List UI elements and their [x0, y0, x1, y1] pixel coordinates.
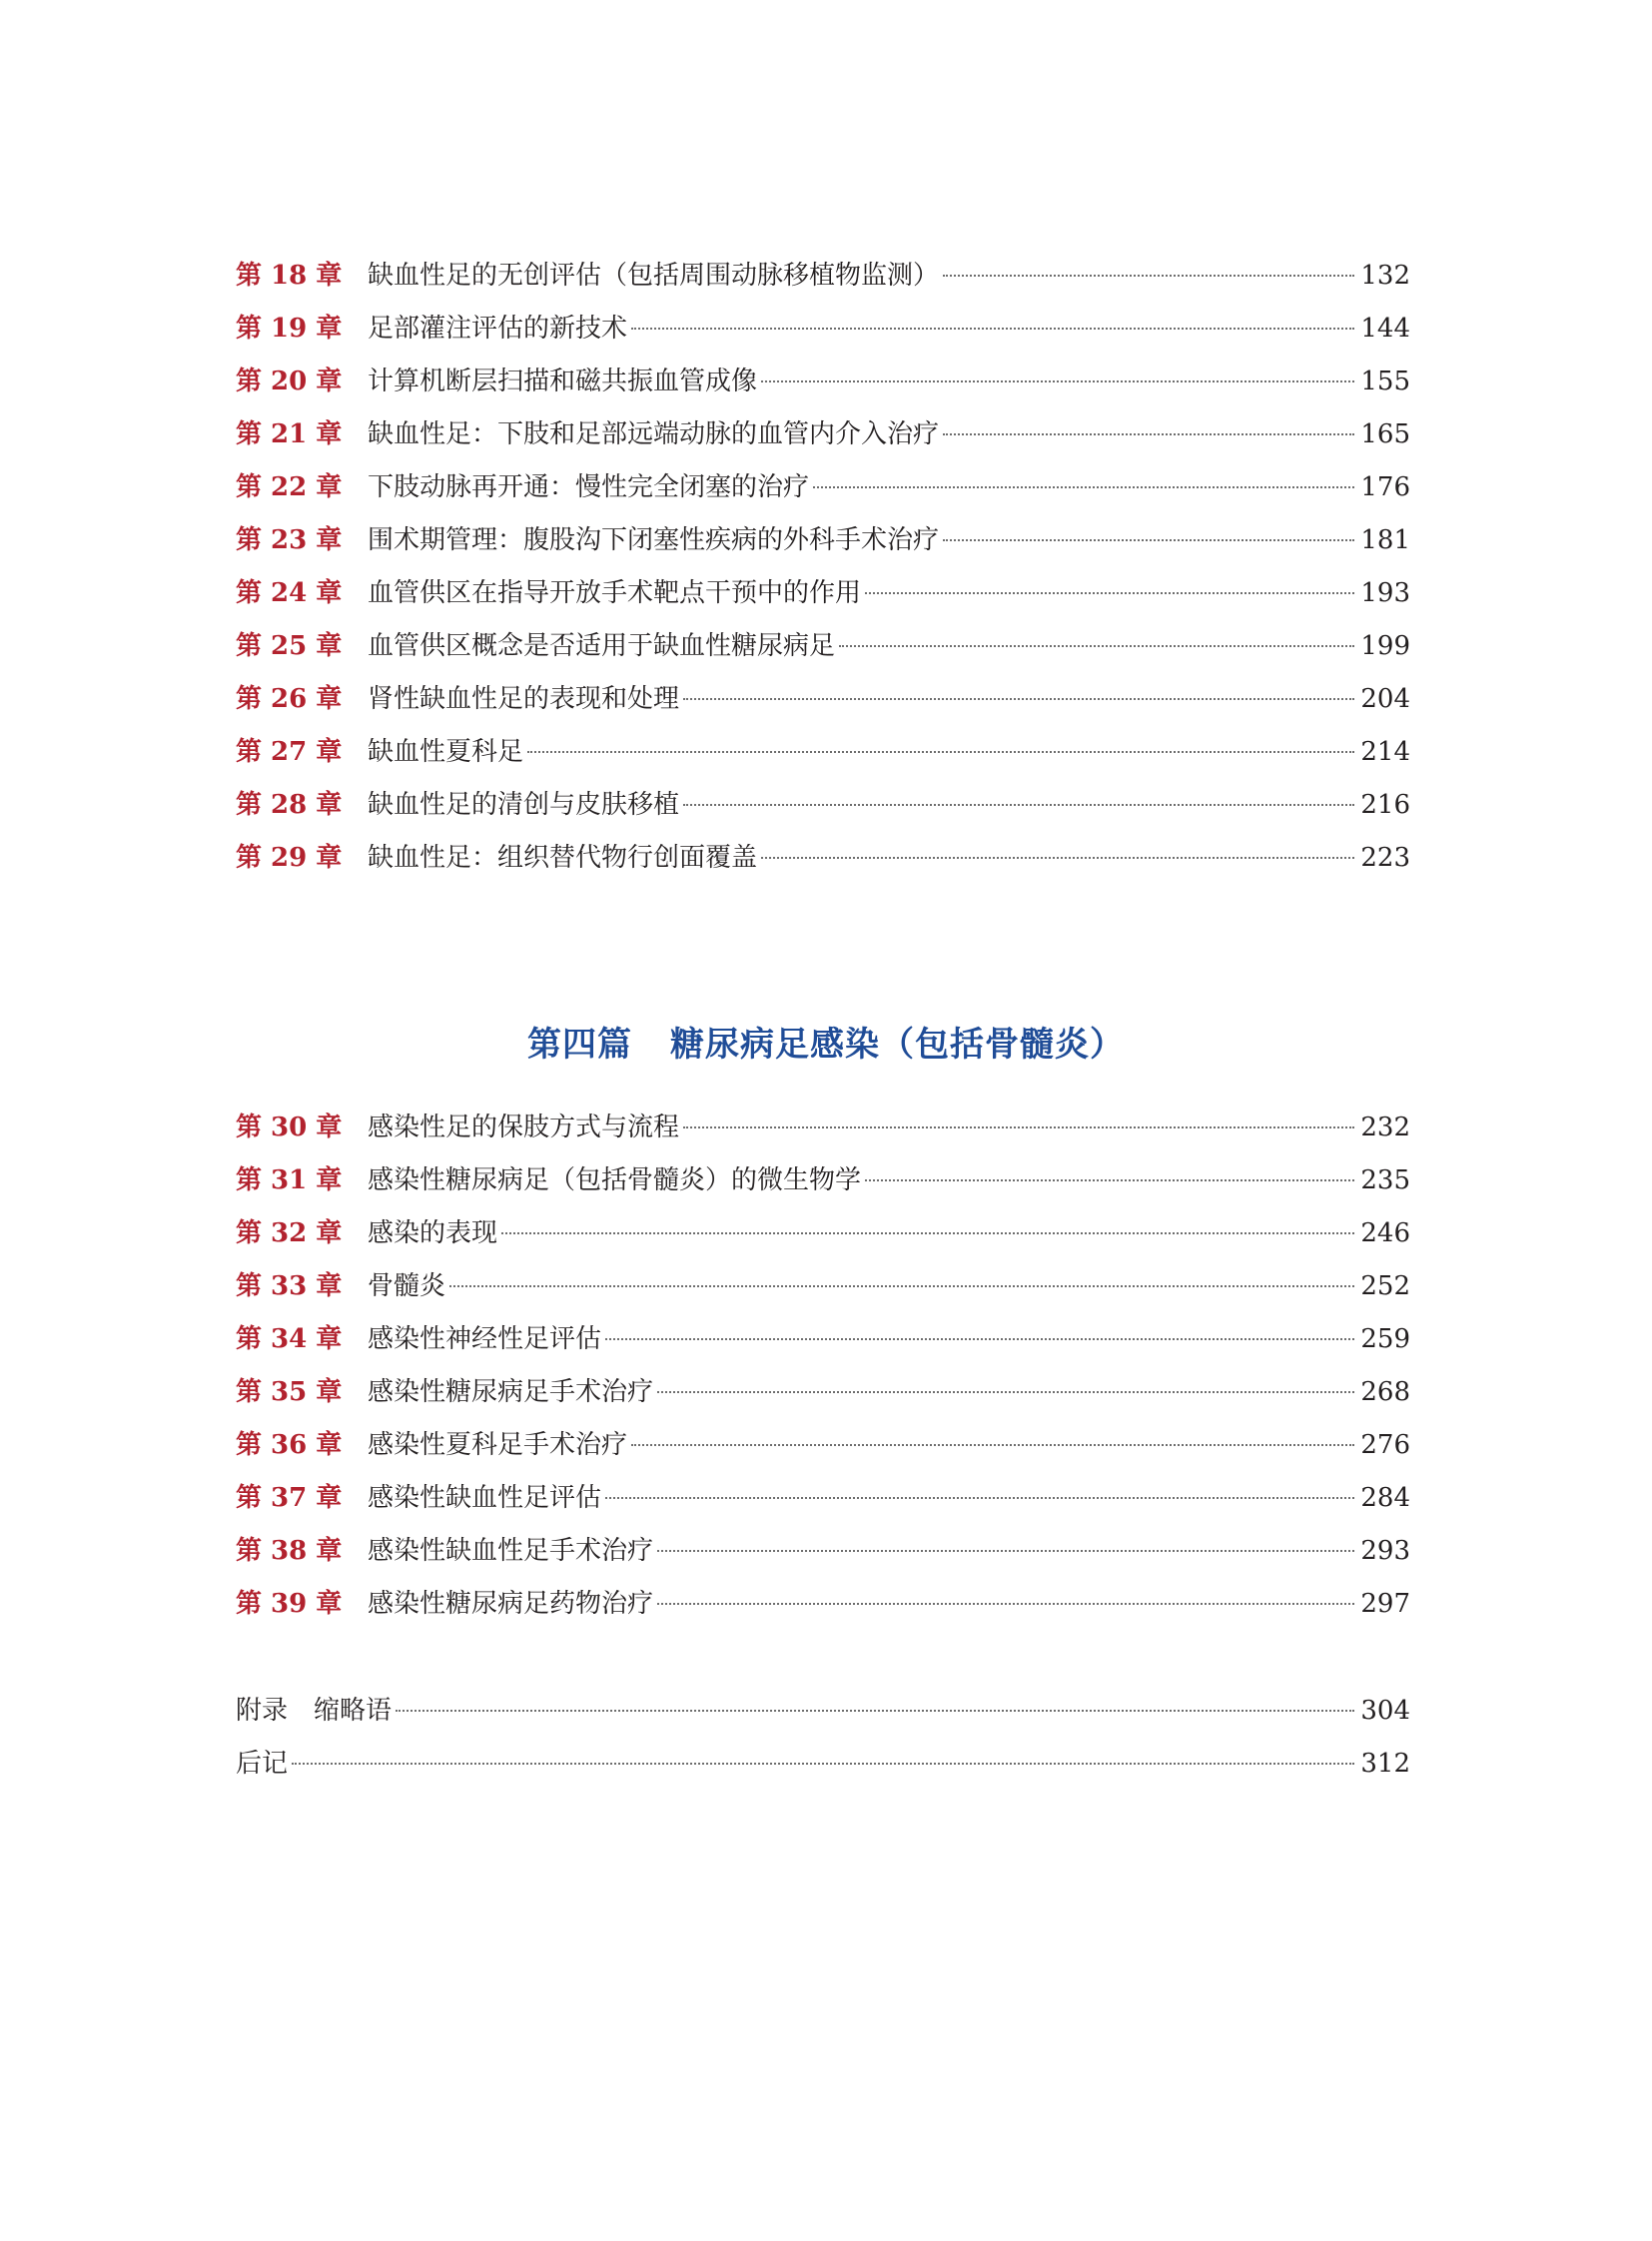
chapter-number: 第 22 章 — [236, 472, 343, 502]
dot-leader — [605, 1338, 1354, 1340]
toc-entry[interactable] — [236, 779, 1410, 832]
chapter-number: 第 35 章 — [236, 1377, 343, 1407]
entry-title: 感染的表现 — [368, 1218, 498, 1248]
toc-entry[interactable] — [236, 250, 1410, 303]
chapter-number: 第 31 章 — [236, 1165, 343, 1195]
dot-leader — [501, 1232, 1354, 1234]
entry-title: 缺血性足的清创与皮肤移植 — [368, 790, 680, 820]
part-heading — [0, 1017, 1652, 1066]
page-number: 246 — [1360, 1218, 1410, 1248]
toc-entry[interactable] — [236, 1525, 1410, 1578]
toc-entry[interactable] — [236, 1472, 1410, 1525]
toc-section-part4 — [236, 1102, 1410, 1631]
page-number: 293 — [1360, 1536, 1410, 1566]
dot-leader — [683, 698, 1354, 700]
entry-title: 缺血性足：组织替代物行创面覆盖 — [368, 843, 758, 873]
entry-title: 缺血性足：下肢和足部远端动脉的血管内介入治疗 — [368, 419, 940, 449]
entry-title: 血管供区概念是否适用于缺血性糖尿病足 — [368, 631, 836, 661]
toc-entry[interactable] — [236, 1578, 1410, 1631]
page-number: 259 — [1360, 1324, 1410, 1354]
page-number: 268 — [1360, 1377, 1410, 1407]
page-number: 297 — [1360, 1589, 1410, 1619]
dot-leader — [839, 645, 1354, 647]
toc-entry[interactable] — [236, 726, 1410, 779]
page-number: 284 — [1360, 1483, 1410, 1513]
dot-leader — [527, 751, 1354, 753]
dot-leader — [943, 539, 1354, 541]
toc-entry[interactable] — [236, 1419, 1410, 1472]
part-label: 第四篇 — [527, 1025, 632, 1066]
entry-title: 计算机断层扫描和磁共振血管成像 — [368, 367, 758, 396]
chapter-number: 第 36 章 — [236, 1430, 343, 1460]
entry-title: 后记 — [236, 1749, 289, 1779]
page-number: 232 — [1360, 1113, 1410, 1142]
page-number: 276 — [1360, 1430, 1410, 1460]
chapter-number: 第 23 章 — [236, 525, 343, 555]
toc-entry[interactable] — [236, 1207, 1410, 1260]
page-number: 312 — [1360, 1749, 1410, 1779]
page-number: 204 — [1360, 684, 1410, 714]
dot-leader — [449, 1285, 1354, 1287]
toc-entry[interactable] — [236, 832, 1410, 885]
chapter-number: 第 25 章 — [236, 631, 343, 661]
chapter-number: 第 21 章 — [236, 419, 343, 449]
chapter-number: 第 39 章 — [236, 1589, 343, 1619]
dot-leader — [683, 1126, 1354, 1128]
dot-leader — [657, 1550, 1354, 1552]
chapter-number: 第 28 章 — [236, 790, 343, 820]
dot-leader — [396, 1710, 1354, 1712]
page-number: 216 — [1360, 790, 1410, 820]
toc-entry[interactable] — [236, 303, 1410, 356]
toc-entry[interactable] — [236, 1366, 1410, 1419]
page-number: 214 — [1360, 737, 1410, 767]
page-number: 199 — [1360, 631, 1410, 661]
dot-leader — [865, 1179, 1354, 1181]
dot-leader — [865, 592, 1354, 594]
entry-title: 缺血性足的无创评估（包括周围动脉移植物监测） — [368, 261, 940, 291]
entry-title: 足部灌注评估的新技术 — [368, 314, 628, 344]
toc-entry[interactable] — [236, 1260, 1410, 1313]
toc-entry[interactable] — [236, 1313, 1410, 1366]
entry-title: 下肢动脉再开通：慢性完全闭塞的治疗 — [368, 472, 810, 502]
toc-entry[interactable] — [236, 461, 1410, 514]
chapter-number: 第 30 章 — [236, 1113, 343, 1142]
toc-entry[interactable] — [236, 567, 1410, 620]
page-number: 165 — [1360, 419, 1410, 449]
dot-leader — [631, 328, 1354, 330]
entry-title: 感染性缺血性足评估 — [368, 1483, 602, 1513]
dot-leader — [943, 275, 1354, 277]
toc-entry[interactable] — [236, 1738, 1410, 1791]
chapter-number: 第 27 章 — [236, 737, 343, 767]
dot-leader — [761, 857, 1354, 859]
dot-leader — [605, 1497, 1354, 1499]
page-number: 132 — [1360, 261, 1410, 291]
toc-entry[interactable] — [236, 1685, 1410, 1738]
entry-title: 感染性糖尿病足（包括骨髓炎）的微生物学 — [368, 1165, 862, 1195]
entry-title: 感染性夏科足手术治疗 — [368, 1430, 628, 1460]
page-number: 193 — [1360, 578, 1410, 608]
page-number: 235 — [1360, 1165, 1410, 1195]
entry-title: 缺血性夏科足 — [368, 737, 524, 767]
dot-leader — [657, 1391, 1354, 1393]
toc-section-appendix — [236, 1685, 1410, 1791]
toc-entry[interactable] — [236, 1102, 1410, 1154]
dot-leader — [631, 1444, 1354, 1446]
chapter-number: 第 34 章 — [236, 1324, 343, 1354]
dot-leader — [943, 433, 1354, 435]
chapter-number: 第 18 章 — [236, 261, 343, 291]
dot-leader — [292, 1763, 1354, 1765]
dot-leader — [813, 486, 1354, 488]
chapter-number: 第 29 章 — [236, 843, 343, 873]
chapter-number: 第 38 章 — [236, 1536, 343, 1566]
dot-leader — [761, 380, 1354, 382]
entry-title: 肾性缺血性足的表现和处理 — [368, 684, 680, 714]
chapter-number: 第 24 章 — [236, 578, 343, 608]
entry-title: 附录 缩略语 — [236, 1696, 393, 1726]
chapter-number: 第 19 章 — [236, 314, 343, 344]
toc-section-part3 — [236, 250, 1410, 885]
chapter-number: 第 26 章 — [236, 684, 343, 714]
toc-entry[interactable] — [236, 514, 1410, 567]
dot-leader — [657, 1603, 1354, 1605]
page-number: 252 — [1360, 1271, 1410, 1301]
chapter-number: 第 33 章 — [236, 1271, 343, 1301]
page-number: 304 — [1360, 1696, 1410, 1726]
page-number: 181 — [1360, 525, 1410, 555]
page-number: 155 — [1360, 367, 1410, 396]
toc-entry[interactable] — [236, 356, 1410, 408]
entry-title: 围术期管理：腹股沟下闭塞性疾病的外科手术治疗 — [368, 525, 940, 555]
toc-entry[interactable] — [236, 408, 1410, 461]
toc-entry[interactable] — [236, 620, 1410, 673]
entry-title: 感染性缺血性足手术治疗 — [368, 1536, 654, 1566]
entry-title: 感染性糖尿病足手术治疗 — [368, 1377, 654, 1407]
chapter-number: 第 37 章 — [236, 1483, 343, 1513]
entry-title: 骨髓炎 — [368, 1271, 446, 1301]
page-number: 176 — [1360, 472, 1410, 502]
entry-title: 感染性神经性足评估 — [368, 1324, 602, 1354]
chapter-number: 第 20 章 — [236, 367, 343, 396]
entry-title: 感染性糖尿病足药物治疗 — [368, 1589, 654, 1619]
chapter-number: 第 32 章 — [236, 1218, 343, 1248]
page-number: 223 — [1360, 843, 1410, 873]
part-title: 糖尿病足感染（包括骨髓炎） — [670, 1025, 1125, 1066]
entry-title: 感染性足的保肢方式与流程 — [368, 1113, 680, 1142]
entry-title: 血管供区在指导开放手术靶点干预中的作用 — [368, 578, 862, 608]
toc-entry[interactable] — [236, 1154, 1410, 1207]
dot-leader — [683, 804, 1354, 806]
page-number: 144 — [1360, 314, 1410, 344]
toc-entry[interactable] — [236, 673, 1410, 726]
